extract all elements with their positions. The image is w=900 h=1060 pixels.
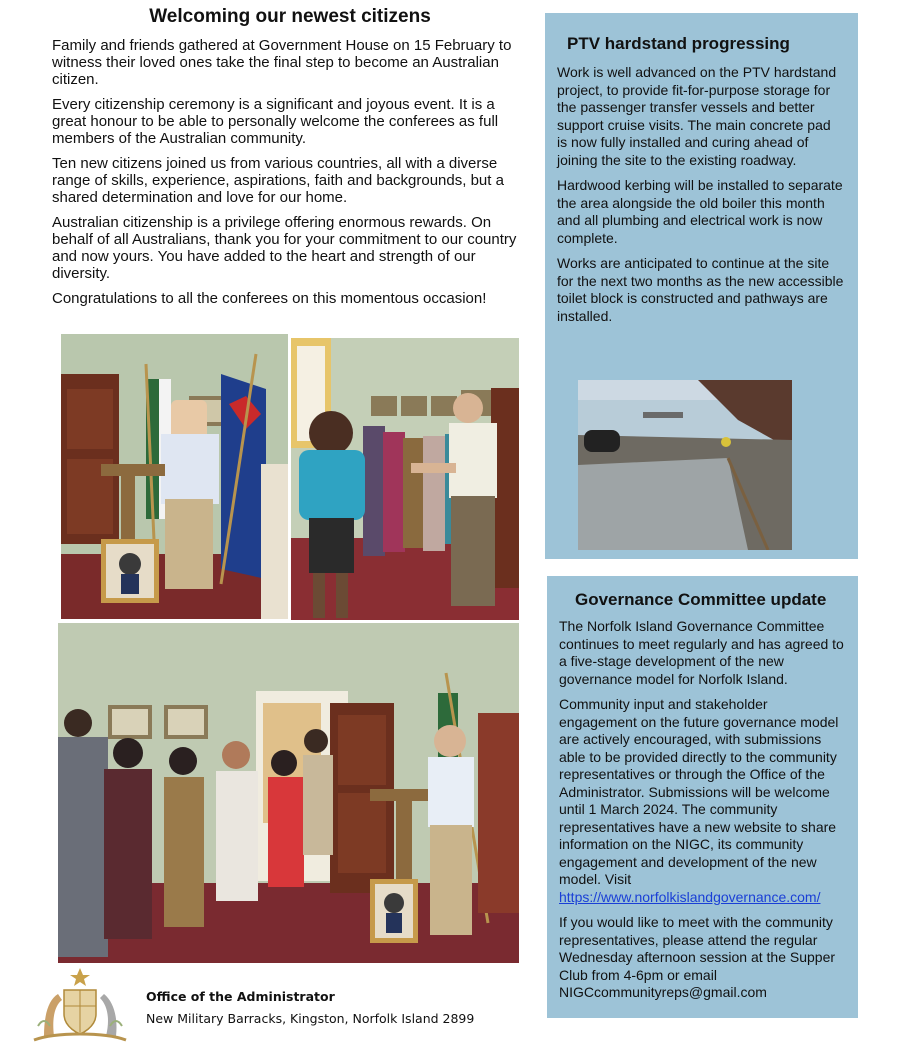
ptv-title: PTV hardstand progressing	[567, 34, 790, 53]
ptv-hardstand-photo	[578, 380, 792, 550]
ceremony-photo-pledge	[58, 623, 519, 963]
governance-title: Governance Committee update	[575, 590, 827, 609]
article-title: Welcoming our newest citizens	[149, 6, 431, 27]
governance-paragraph: If you would like to meet with the community representatives, please attend the regular Wednesday afternoon session at the Supper Club from 4-6pm or email NIGCcommunityreps@gmail.com	[559, 914, 836, 1000]
ceremony-photo-handshake	[291, 338, 519, 620]
governance-website-link[interactable]: https://www.norfolkislandgovernance.com/	[559, 888, 821, 905]
governance-paragraph	[559, 696, 848, 906]
footer-office-name: Office of the Administrator	[146, 989, 335, 1004]
article-paragraph: Australian citizenship is a privilege offering enormous rewards. On behalf of all Australians, thank you for your commitment to our country and now yours. You have added to the heart and strength of our diversity.	[52, 214, 517, 282]
ptv-paragraph: Hardwood kerbing will be installed to separate the area alongside the old boiler this month and all plumbing and electrical work is now complete.	[557, 177, 843, 246]
ptv-paragraph: Work is well advanced on the PTV hardstand project, to provide fit-for-purpose storage for the passenger transfer vessels and better support cruise visits. The main concrete pad is now fully installed and curing ahead of joining the site to the existing roadway.	[557, 64, 837, 168]
governance-paragraph: The Norfolk Island Governance Committee continues to meet regularly and has agreed to a five-stage development of the new governance model for Norfolk Island.	[559, 618, 844, 687]
governance-update-box	[547, 576, 858, 1018]
ceremony-photo-lectern	[61, 334, 288, 619]
article-paragraph: Family and friends gathered at Government House on 15 February to witness their loved ones take the final step to become an Australian citizen.	[52, 37, 512, 88]
main-article	[52, 6, 522, 315]
article-paragraph: Congratulations to all the conferees on this momentous occasion!	[52, 290, 487, 307]
footer-address: New Military Barracks, Kingston, Norfolk Island 2899	[146, 1011, 475, 1026]
article-paragraph: Every citizenship ceremony is a significant and joyous event. It is a great honour to be able to personally welcome the conferees as full members of the Australian community.	[52, 96, 499, 147]
governance-paragraph-text: Community input and stakeholder engagement on the future governance model are actively encouraged, with submissions able to be provided directly to the community representatives or through the Office of the Administrator. Submissions will be welcome until 1 March 2024. The community representatives have a new website to share information on the NIGC, its community engagement and development of the new model. Visit	[559, 696, 839, 887]
article-paragraph: Ten new citizens joined us from various countries, all with a diverse range of skills, experience, aspirations, faith and backgrounds, but a shared determination and love for our home.	[52, 155, 504, 206]
ptv-paragraph: Works are anticipated to continue at the site for the next two months as the new accessible toilet block is constructed and pathways are installed.	[557, 255, 844, 324]
coat-of-arms-icon	[26, 966, 134, 1048]
